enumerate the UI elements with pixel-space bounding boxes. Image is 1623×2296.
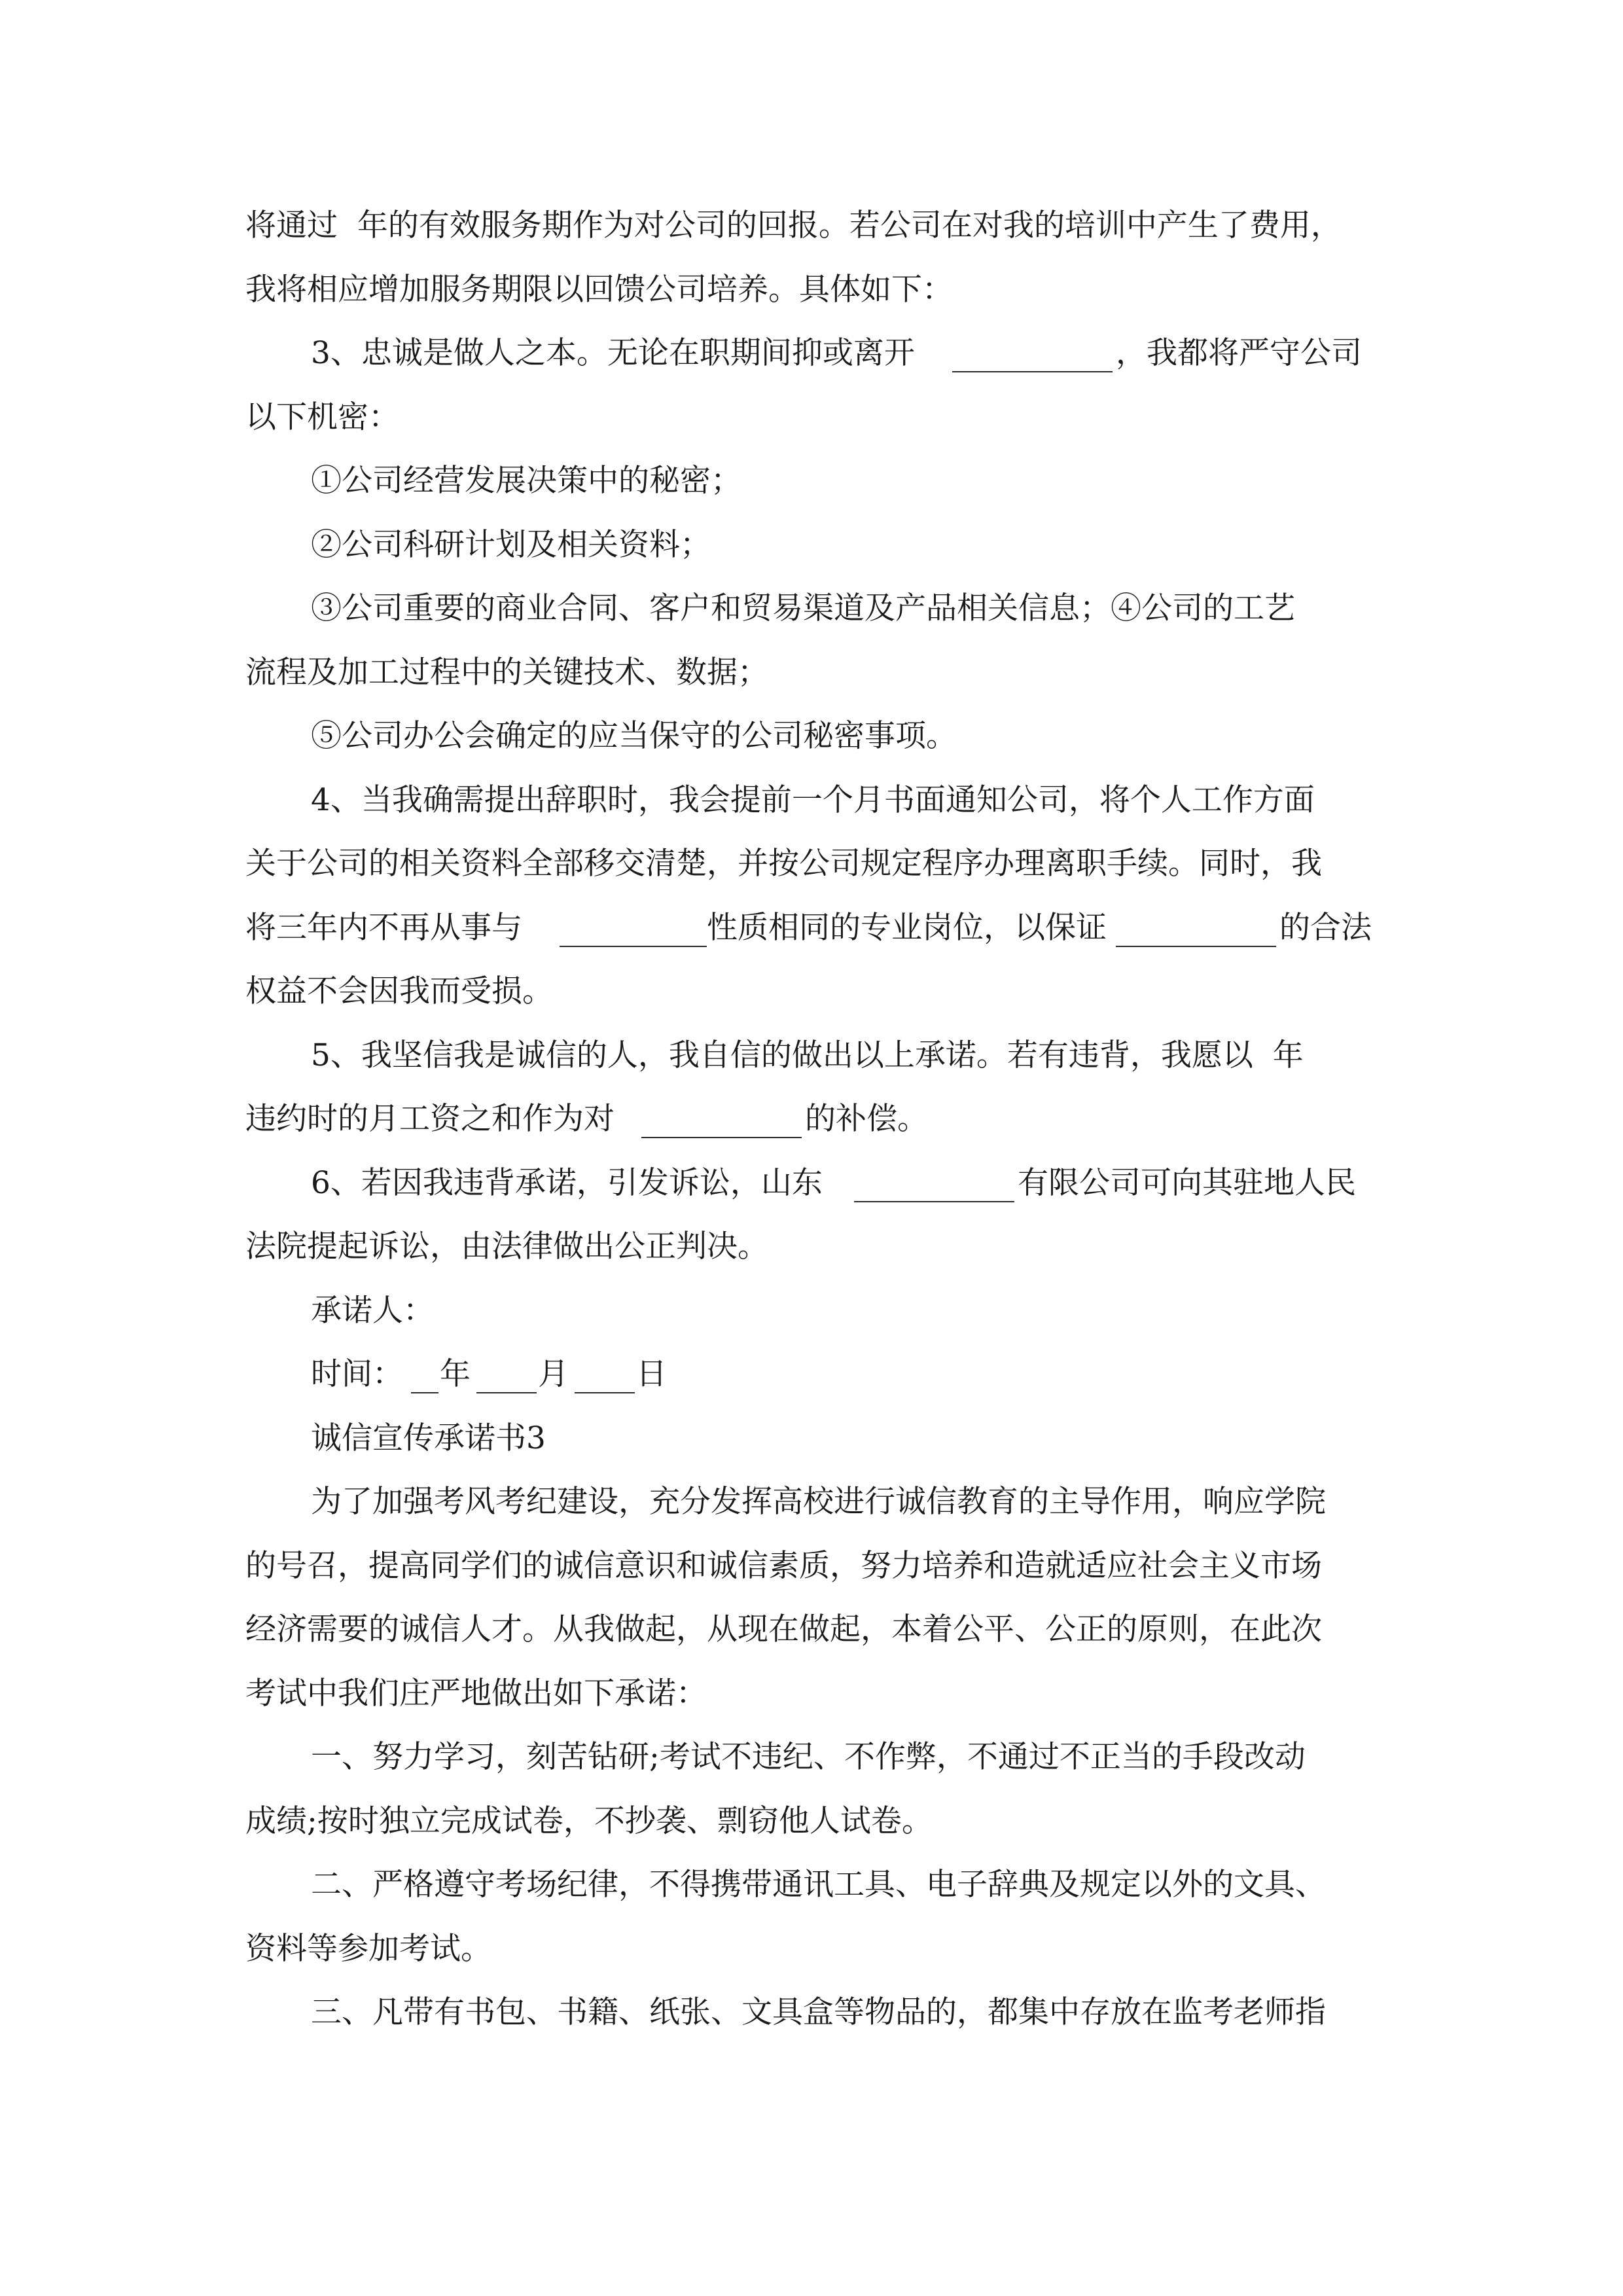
text-line [0, 1409, 1623, 1468]
text-line [0, 899, 1623, 958]
text-line [0, 1217, 1623, 1276]
paragraph-text: 的补偿。 [805, 1101, 928, 1137]
paragraph-text: 有限公司可向其驻地人民 [1018, 1165, 1356, 1201]
date-month-label: 月 [538, 1356, 569, 1392]
text-line [0, 579, 1623, 638]
paragraph-text: 将通过 年的有效服务期作为对公司的回报。若公司在对我的培训中产生了费用， [245, 207, 1342, 243]
text-line [0, 1154, 1623, 1213]
text-line [0, 324, 1623, 383]
text-line [0, 643, 1623, 702]
text-line [0, 771, 1623, 830]
text-line [0, 1345, 1623, 1404]
text-line [0, 516, 1623, 575]
paragraph-text: 流程及加工过程中的关键技术、数据； [245, 655, 768, 691]
text-line [0, 962, 1623, 1021]
text-line [0, 1728, 1623, 1787]
paragraph-text: 以下机密： [245, 399, 399, 435]
fill-blank [575, 1345, 635, 1393]
paragraph-text: 将三年内不再从事与 [245, 910, 522, 946]
paragraph-text: 资料等参加考试。 [245, 1931, 491, 1967]
fill-blank [411, 1345, 438, 1393]
paragraph-text: 的合法 [1279, 910, 1372, 946]
text-line [0, 1983, 1623, 2042]
text-line [0, 1537, 1623, 1596]
paragraph-text: 3、忠诚是做人之本。无论在职期间抑或离开 [311, 335, 915, 371]
text-line [0, 707, 1623, 766]
text-line [0, 196, 1623, 255]
date-year-label: 年 [440, 1356, 471, 1392]
text-line [0, 1792, 1623, 1851]
date-label: 时间： [311, 1356, 403, 1392]
paragraph-text: 考试中我们庄严地做出如下承诺： [245, 1676, 707, 1712]
list-item: ②公司科研计划及相关资料； [311, 527, 711, 563]
paragraph-text: 性质相同的专业岗位，以保证 [707, 910, 1107, 946]
paragraph-text: 5、我坚信我是诚信的人，我自信的做出以上承诺。若有违背，我愿以 年 [311, 1037, 1304, 1073]
paragraph-text: 违约时的月工资之和作为对 [245, 1101, 615, 1137]
text-line [0, 1600, 1623, 1659]
paragraph-text: 权益不会因我而受损。 [245, 973, 553, 1009]
date-day-label: 日 [636, 1356, 667, 1392]
list-item: ⑤公司办公会确定的应当保守的公司秘密事项。 [311, 718, 957, 754]
paragraph-text: 成绩;按时独立完成试卷，不抄袭、剽窃他人试卷。 [245, 1803, 933, 1839]
text-line [0, 1473, 1623, 1532]
text-line [0, 1856, 1623, 1914]
text-line [0, 260, 1623, 319]
text-line [0, 1920, 1623, 1979]
paragraph-text: 一、努力学习，刻苦钻研;考试不违纪、不作弊，不通过不正当的手段改动 [311, 1739, 1306, 1775]
text-line [0, 1664, 1623, 1723]
text-line [0, 452, 1623, 511]
list-item: ③公司重要的商业合同、客户和贸易渠道及产品相关信息；④公司的工艺 [311, 590, 1295, 626]
paragraph-text: 三、凡带有书包、书籍、纸张、文具盒等物品的，都集中存放在监考老师指 [311, 1994, 1326, 2030]
text-line [0, 1026, 1623, 1085]
list-item: ①公司经营发展决策中的秘密； [311, 463, 741, 499]
paragraph-text: 经济需要的诚信人才。从我做起，从现在做起，本着公平、公正的原则，在此次 [245, 1611, 1322, 1647]
section-title: 诚信宣传承诺书3 [311, 1420, 546, 1456]
paragraph-text: ，我都将严守公司 [1116, 335, 1362, 371]
fill-blank [952, 324, 1113, 372]
paragraph-text: 4、当我确需提出辞职时，我会提前一个月书面通知公司，将个人工作方面 [311, 782, 1315, 818]
text-line [0, 1282, 1623, 1340]
text-line [0, 1090, 1623, 1149]
fill-blank [1116, 899, 1276, 947]
paragraph-text: 我将相应增加服务期限以回馈公司培养。具体如下： [245, 272, 953, 308]
text-line [0, 388, 1623, 447]
text-line [0, 834, 1623, 893]
fill-blank [560, 899, 707, 947]
paragraph-text: 二、严格遵守考场纪律，不得携带通讯工具、电子辞典及规定以外的文具、 [311, 1867, 1326, 1903]
fill-blank [641, 1090, 802, 1138]
paragraph-text: 法院提起诉讼，由法律做出公正判决。 [245, 1229, 768, 1265]
paragraph-text: 的号召，提高同学们的诚信意识和诚信素质，努力培养和造就适应社会主义市场 [245, 1548, 1322, 1584]
fill-blank [476, 1345, 537, 1393]
signatory-label: 承诺人： [311, 1293, 434, 1329]
paragraph-text: 关于公司的相关资料全部移交清楚，并按公司规定程序办理离职手续。同时，我 [245, 846, 1322, 882]
fill-blank [854, 1154, 1014, 1202]
paragraph-text: 为了加强考风考纪建设，充分发挥高校进行诚信教育的主导作用，响应学院 [311, 1484, 1326, 1520]
paragraph-text: 6、若因我违背承诺，引发诉讼，山东 [311, 1165, 823, 1201]
